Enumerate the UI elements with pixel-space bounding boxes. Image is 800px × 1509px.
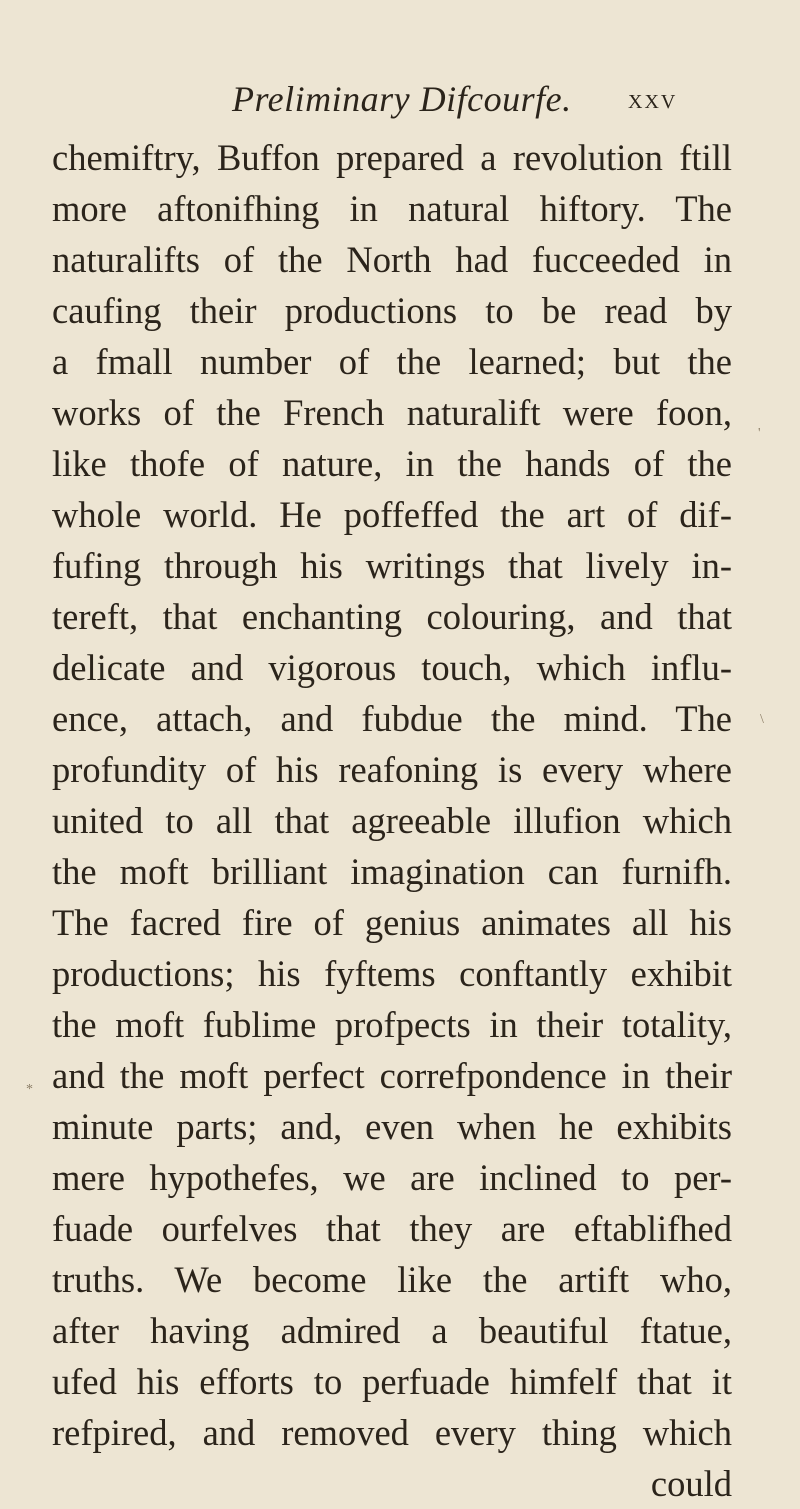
text-line: united to all that agreeable illufion which <box>52 800 732 841</box>
text-line: works of the French naturalift were foon, <box>52 392 732 433</box>
text-line: mere hypothefes, we are inclined to per- <box>52 1157 732 1198</box>
catchword: could <box>650 1463 732 1504</box>
text-line: after having admired a beautiful ftatue, <box>52 1310 732 1351</box>
text-line: more aftonifhing in natural hiftory. The <box>52 188 732 229</box>
page-number: xxv <box>628 84 678 115</box>
text-line: truths. We become like the artift who, <box>52 1259 732 1300</box>
text-line: refpired, and removed every thing which <box>52 1412 732 1453</box>
text-line: productions; his fyftems conftantly exhibit <box>52 953 732 994</box>
text-line: profundity of his reafoning is every where <box>52 749 732 790</box>
running-title: Preliminary Difcourfe. <box>232 79 572 119</box>
text-line: ence, attach, and fubdue the mind. The <box>52 698 732 739</box>
text-line: the moft fublime profpects in their totality, <box>52 1004 732 1045</box>
body-text <box>52 132 732 1509</box>
text-line: like thofe of nature, in the hands of the <box>52 443 732 484</box>
text-line: chemiftry, Buffon prepared a revolution ftill <box>52 137 732 178</box>
text-line: caufing their productions to be read by <box>52 290 732 331</box>
text-line: ufed his efforts to perfuade himfelf that it <box>52 1361 732 1402</box>
text-line: fufing through his writings that lively in- <box>52 545 732 586</box>
text-line: fuade ourfelves that they are eftablifhed <box>52 1208 732 1249</box>
text-line: the moft brilliant imagination can furnifh. <box>52 851 732 892</box>
text-line: tereft, that enchanting colouring, and that <box>52 596 732 637</box>
text-line: The facred fire of genius animates all his <box>52 902 732 943</box>
text-line: delicate and vigorous touch, which influ- <box>52 647 732 688</box>
text-line: a fmall number of the learned; but the <box>52 341 732 382</box>
paper-speck-mark: * <box>26 1082 33 1097</box>
text-line: minute parts; and, even when he exhibits <box>52 1106 732 1147</box>
text-line: and the moft perfect correfpondence in their <box>52 1055 732 1096</box>
paper-speck-mark: \ <box>760 712 764 727</box>
text-line: naturalifts of the North had fucceeded in <box>52 239 732 280</box>
paper-speck-mark: ' <box>758 426 761 441</box>
text-line: whole world. He poffeffed the art of dif- <box>52 494 732 535</box>
running-head <box>0 78 800 118</box>
